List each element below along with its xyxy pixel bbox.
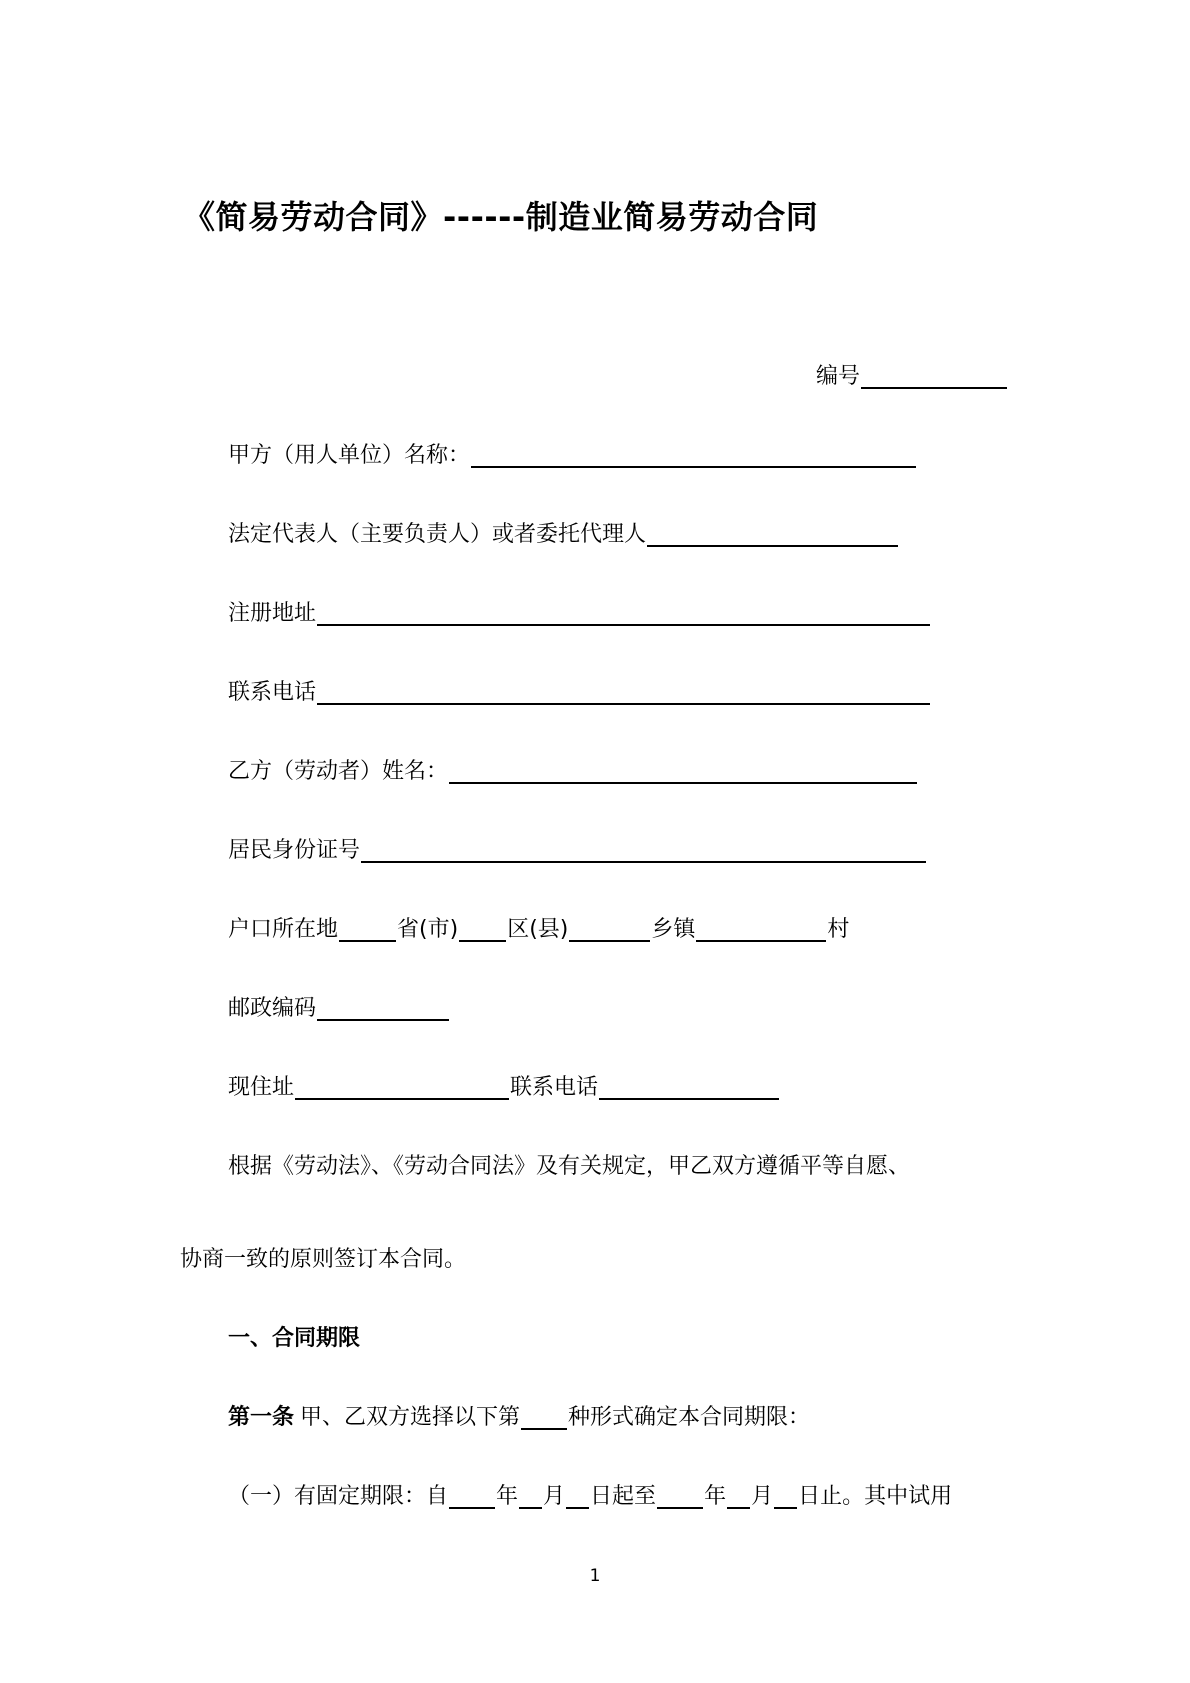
start-month-blank	[519, 1485, 542, 1509]
document-title: 《简易劳动合同》------制造业简易劳动合同	[183, 198, 819, 236]
hukou-town-blank	[569, 918, 650, 942]
article-1-text-a: 甲、乙双方选择以下第	[300, 1405, 521, 1430]
page-number: 1	[589, 1566, 601, 1586]
intro-paragraph-line1: 根据《劳动法》、《劳动合同法》及有关规定，甲乙双方遵循平等自愿、	[228, 1154, 911, 1179]
start-day-label: 日起至	[590, 1484, 657, 1509]
hukou-line	[228, 915, 849, 945]
end-month-blank	[727, 1485, 750, 1509]
id-number-label: 居民身份证号	[228, 838, 361, 863]
contract-number-line	[816, 362, 1008, 392]
start-year-blank	[449, 1485, 495, 1509]
end-year-label: 年	[704, 1484, 727, 1509]
section-heading-term: 一、合同期限	[228, 1326, 361, 1351]
reg-address-blank	[317, 602, 930, 626]
fixed-term-line	[228, 1482, 952, 1512]
party-b-name-blank	[449, 760, 917, 784]
end-month-label: 月	[751, 1484, 774, 1509]
hukou-province-blank	[339, 918, 396, 942]
hukou-province-label: 省(市)	[397, 917, 459, 942]
party-b-name-label: 乙方（劳动者）姓名：	[228, 759, 449, 784]
legal-rep-label: 法定代表人（主要负责人）或者委托代理人	[228, 522, 647, 547]
phone-a-line	[228, 678, 931, 708]
fixed-term-prefix: （一）有固定期限：自	[228, 1484, 449, 1509]
id-number-line	[228, 836, 927, 866]
id-number-blank	[361, 839, 926, 863]
reg-address-label: 注册地址	[228, 601, 317, 626]
postcode-blank	[317, 997, 449, 1021]
address-phone-blank	[599, 1076, 779, 1100]
party-a-name-line	[228, 441, 917, 471]
hukou-village-blank	[696, 918, 826, 942]
start-year-label: 年	[496, 1484, 519, 1509]
article-1-label: 第一条	[228, 1405, 295, 1430]
hukou-district-blank	[459, 918, 506, 942]
start-day-blank	[566, 1485, 589, 1509]
address-label: 现住址	[228, 1075, 295, 1100]
party-a-name-blank	[471, 444, 916, 468]
article-1-blank	[521, 1406, 567, 1430]
postcode-label: 邮政编码	[228, 996, 317, 1021]
legal-rep-blank	[647, 523, 898, 547]
article-1-text-b: 种形式确定本合同期限：	[568, 1405, 811, 1430]
hukou-village-label: 村	[827, 917, 850, 942]
reg-address-line	[228, 599, 931, 629]
legal-rep-line	[228, 520, 899, 550]
address-blank	[295, 1076, 509, 1100]
intro-paragraph-line2: 协商一致的原则签订本合同。	[180, 1247, 467, 1272]
postcode-line	[228, 994, 450, 1024]
end-day-blank	[774, 1485, 797, 1509]
phone-a-label: 联系电话	[228, 680, 317, 705]
contract-number-label: 编号	[816, 364, 861, 389]
address-phone-label: 联系电话	[510, 1075, 599, 1100]
hukou-label: 户口所在地	[228, 917, 339, 942]
start-month-label: 月	[543, 1484, 566, 1509]
address-line	[228, 1073, 780, 1103]
party-a-name-label: 甲方（用人单位）名称：	[228, 443, 471, 468]
party-b-name-line	[228, 757, 918, 787]
end-year-blank	[657, 1485, 703, 1509]
hukou-town-label: 乡镇	[651, 917, 696, 942]
phone-a-blank	[317, 681, 930, 705]
article-1-line	[228, 1403, 810, 1433]
end-day-label: 日止。其中试用	[798, 1484, 953, 1509]
contract-number-blank	[861, 365, 1007, 389]
hukou-district-label: 区(县)	[507, 917, 569, 942]
